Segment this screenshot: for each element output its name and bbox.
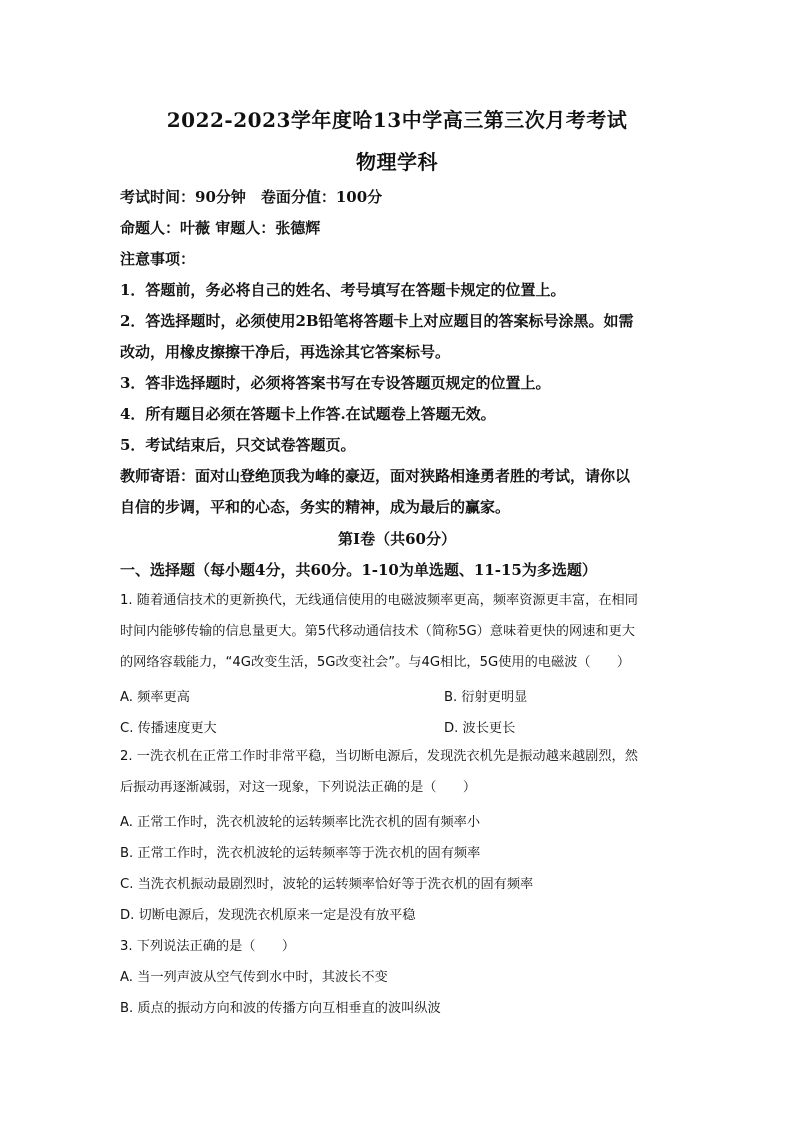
notes-heading: 注意事项： [120,250,196,268]
note-item: 2．答选择题时，必须使用2B铅笔将答题卡上对应题目的答案标号涂黑。如需 [120,312,634,330]
question-1-line: 1. 随着通信技术的更新换代，无线通信使用的电磁波频率更高，频率资源更丰富，在相同 [120,593,638,608]
note-item: 1．答题前，务必将自己的姓名、考号填写在答题卡规定的位置上。 [120,281,566,299]
section-heading: 一、选择题（每小题4分，共60分。1-10为单选题、11-15为多选题） [120,561,597,579]
exam-subject: 物理学科 [356,150,438,174]
volume-heading: 第Ⅰ卷（共60分） [338,530,456,548]
note-item: 5．考试结束后，只交试卷答题页。 [120,436,356,454]
question-3-option: B. 质点的振动方向和波的传播方向互相垂直的波叫纵波 [120,1001,441,1016]
exam-authors: 命题人：叶薇 审题人：张德辉 [120,219,321,237]
question-2-option: B. 正常工作时，洗衣机波轮的运转频率等于洗衣机的固有频率 [120,846,481,861]
question-1-option-d: D. 波长更长 [444,721,516,736]
question-1-option-c: C. 传播速度更大 [120,721,217,736]
question-2-option: D. 切断电源后，发现洗衣机原来一定是没有放平稳 [120,908,416,923]
question-2-line: 2. 一洗衣机在正常工作时非常平稳，当切断电源后，发现洗衣机先是振动越来越剧烈，然 [120,749,638,764]
question-1-line: 时间内能够传输的信息量更大。第5代移动通信技术（简称5G）意味着更快的网速和更大 [120,624,635,639]
note-item: 改动，用橡皮擦擦干净后，再选涂其它答案标号。 [120,343,451,361]
question-1-option-b: B. 衍射更明显 [444,690,528,705]
question-1-option-a: A. 频率更高 [120,690,190,705]
note-item: 4．所有题目必须在答题卡上作答.在试题卷上答题无效。 [120,405,496,423]
question-2-option: A. 正常工作时，洗衣机波轮的运转频率比洗衣机的固有频率小 [120,815,481,830]
question-3-option: A. 当一列声波从空气传到水中时，其波长不变 [120,970,388,985]
question-2-line: 后振动再逐渐减弱，对这一现象，下列说法正确的是（ ） [120,780,477,795]
teacher-message-line: 教师寄语：面对山登绝顶我为峰的豪迈，面对狭路相逢勇者胜的考试，请你以 [120,467,631,485]
exam-time-and-score: 考试时间：90分钟 卷面分值：100分 [120,188,383,206]
question-2-option: C. 当洗衣机振动最剧烈时，波轮的运转频率恰好等于洗衣机的固有频率 [120,877,534,892]
teacher-message-line: 自信的步调，平和的心态，务实的精神，成为最后的赢家。 [120,498,511,516]
question-3-stem: 3. 下列说法正确的是（ ） [120,939,296,954]
exam-title: 2022-2023学年度哈13中学高三第三次月考考试 [166,108,628,132]
note-item: 3．答非选择题时，必须将答案书写在专设答题页规定的位置上。 [120,374,551,392]
question-1-line: 的网络容载能力，“4G改变生活，5G改变社会”。与4G相比，5G使用的电磁波（ ） [120,655,631,670]
